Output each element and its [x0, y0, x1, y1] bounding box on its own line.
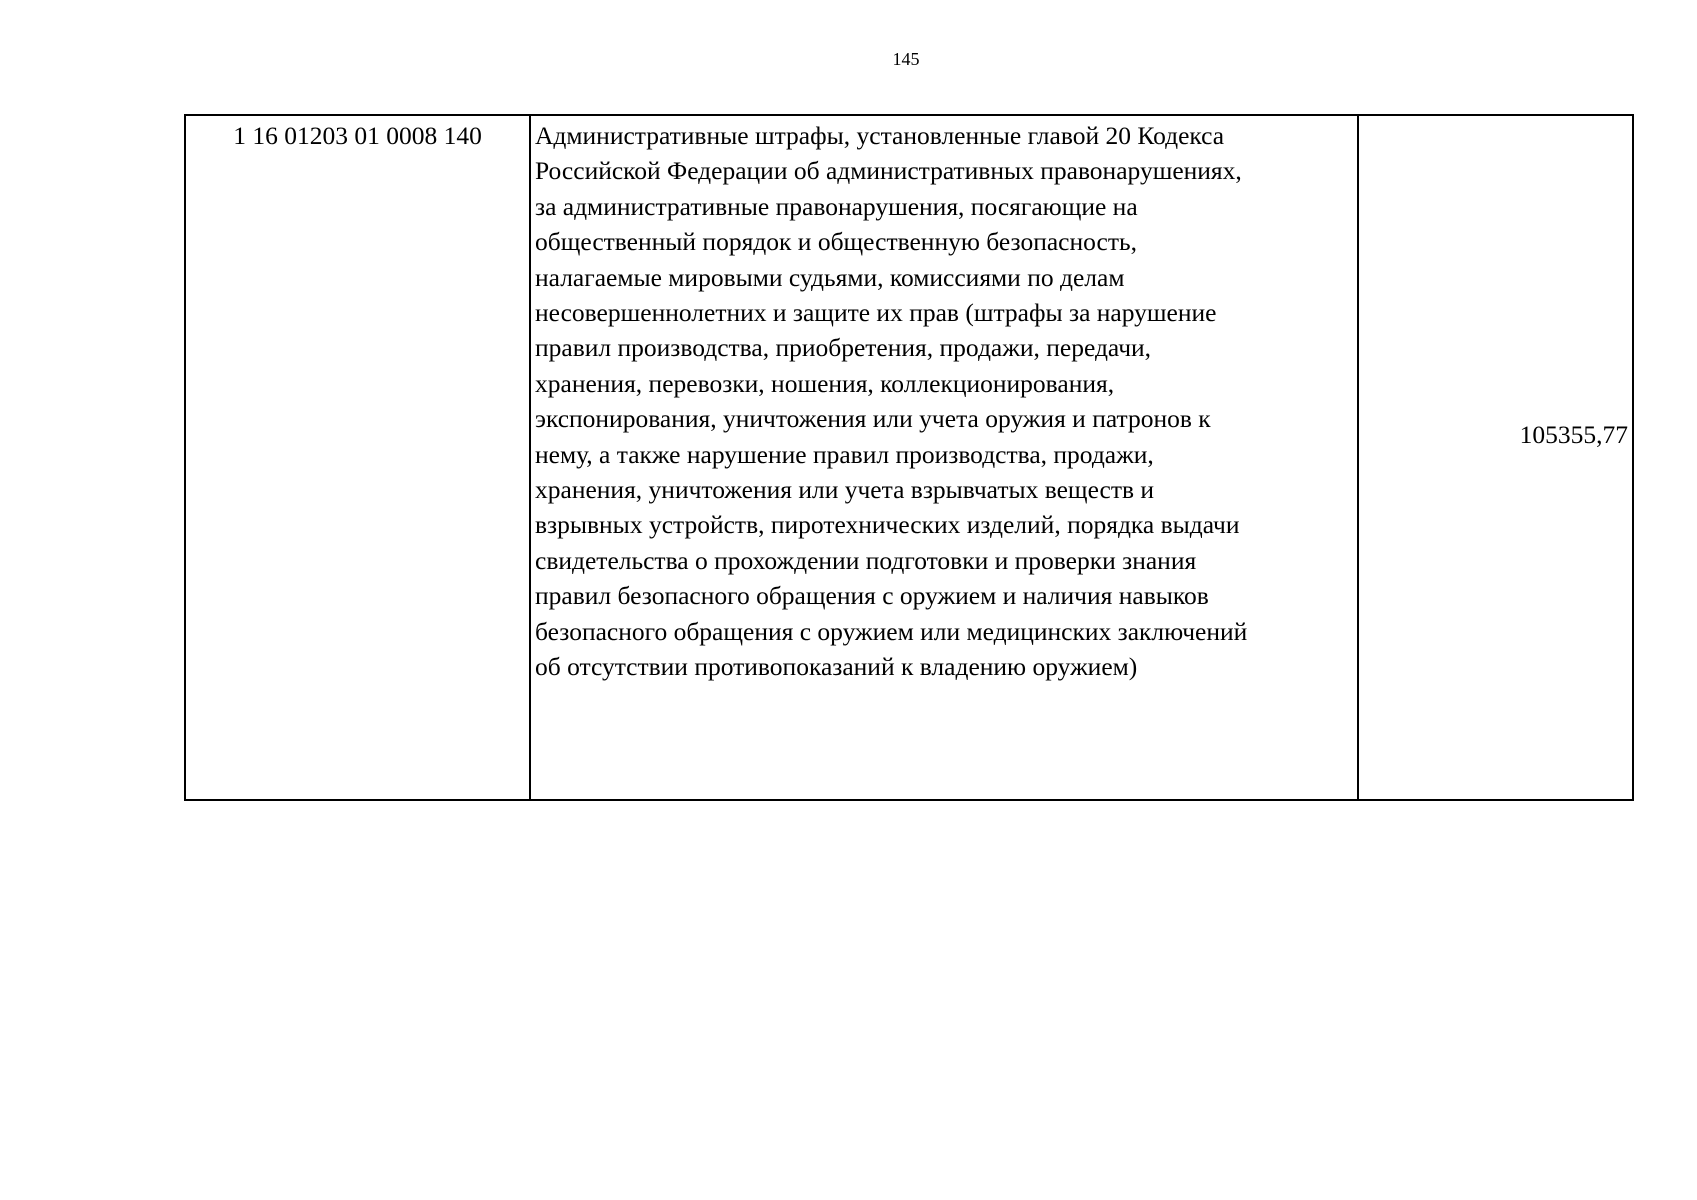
description-line: свидетельства о прохождении подготовки и проверки знания: [535, 545, 1197, 575]
description-line: за административные правонарушения, посягающие на: [535, 191, 1138, 221]
description-line: безопасного обращения с оружием или медицинских заключений: [535, 616, 1248, 646]
income-description: [530, 115, 1358, 800]
description-line: несовершеннолетних и защите их прав (штрафы за нарушение: [535, 298, 1217, 328]
description-line: взрывных устройств, пиротехнических изделий, порядка выдачи: [535, 510, 1240, 540]
description-line: Российской Федерации об административных правонарушениях,: [535, 156, 1242, 186]
description-line: налагаемые мировыми судьями, комиссиями по делам: [535, 262, 1125, 292]
page-number: 145: [892, 49, 920, 69]
amount-value: 105355,77: [1519, 419, 1628, 449]
description-line: правил безопасного обращения с оружием и наличия навыков: [535, 581, 1209, 611]
description-line: хранения, уничтожения или учета взрывчатых веществ и: [535, 475, 1155, 505]
description-line: хранения, перевозки, ношения, коллекционирования,: [535, 368, 1115, 398]
description-line: общественный порядок и общественную безопасность,: [535, 227, 1137, 257]
description-line: нему, а также нарушение правил производства, продажи,: [535, 439, 1154, 469]
description-line: об отсутствии противопоказаний к владению оружием): [535, 652, 1138, 682]
table-row: [185, 115, 1633, 800]
budget-classification-code: 1 16 01203 01 0008 140: [185, 115, 530, 800]
budget-table: [184, 114, 1634, 801]
description-line: Административные штрафы, установленные главой 20 Кодекса: [535, 121, 1225, 150]
amount-cell: [1358, 115, 1633, 800]
description-line: правил производства, приобретения, продажи, передачи,: [535, 333, 1152, 363]
description-line: экспонирования, уничтожения или учета оружия и патронов к: [535, 404, 1211, 434]
